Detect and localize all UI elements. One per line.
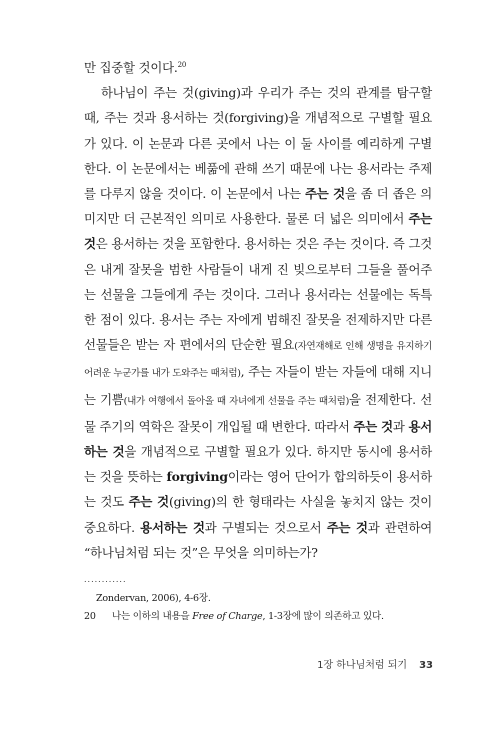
carry-over-line [84, 55, 432, 80]
footnote-20 [84, 608, 434, 626]
text-run: 과 구별되는 것으로서 [204, 519, 327, 535]
emphasis: 주는 것 [305, 186, 345, 202]
main-paragraph [84, 80, 432, 565]
footnote-text: 나는 이하의 내용을 [112, 611, 193, 622]
running-footer [317, 656, 433, 671]
text-run: 은 용서하는 것을 포함한다. 용서하는 것은 주는 것이다. 즉 그것은 내게 잘못을 범한 사람들이 내게 진 빚으로부터 그들을 풀어주는 선물을 그들에게 주는 것이다. 그러나 용서라는 선물에는 독특한 점이 있다. 용서는 주는 자에게 범해진 잘못을 전제하지만 다른 선물들은 받는 자 편에서의 단순한 필요 [84, 236, 432, 353]
footnotes [84, 590, 434, 626]
text-run: (giving)의 한 형태라는 사실을 놓치지 않는 것이 중요하다. [84, 494, 432, 535]
text-run: 과 [392, 418, 409, 434]
parenthetical-note: (내가 여행에서 돌아올 때 자녀에게 선물을 주는 때처럼) [123, 395, 349, 407]
text-run: 과 관련하여 “하나님처럼 되는 것”은 무엇을 의미하는가? [84, 519, 432, 560]
text-run: 을 전제한다. 선물 주기의 역학은 잘못이 개입될 때 변한다. 따라서 [84, 391, 433, 434]
footnote-separator: ............ [84, 575, 127, 584]
emphasis: 주는 것 [128, 494, 169, 510]
chapter-title: 1장 하나님처럼 되기 [317, 660, 408, 671]
emphasis: forgiving [166, 469, 228, 485]
footnote-number: 20 [84, 611, 96, 622]
footnote-book-title: Free of Charge [192, 611, 263, 622]
footnote-reference: 20 [177, 60, 187, 69]
emphasis: 용서하는 것 [140, 519, 205, 535]
text-run: 이라는 영어 단어가 합의하듯이 용서하는 것도 [84, 469, 432, 510]
footnote-continued: Zondervan, 2006), 4-6장. [96, 593, 211, 604]
emphasis: 주는 것 [353, 418, 393, 434]
text-run: 하나님이 주는 것(giving)과 우리가 주는 것의 관계를 탐구할 때, 주는 것과 용서하는 것(forgiving)을 개념적으로 구별할 필요가 있다. 이 논문과 다른 곳에서 나는 이 둘 사이를 예리하게 구별한다. 이 논문에서는 베풂에 관해 쓰기 때문에 나는 용서라는 주제를 다루지 않을 것이다. 이 논문에서 나는 [84, 85, 432, 202]
page-number: 33 [419, 660, 433, 671]
emphasis: 주는 것 [326, 519, 368, 535]
text-run: 을 개념적으로 구별할 필요가 있다. 하지만 동시에 용서하는 것을 뜻하는 [84, 444, 432, 485]
footnote-text: , 1-3장에 많이 의존하고 있다. [262, 611, 384, 622]
body-text [84, 55, 432, 565]
parenthetical-note: (자연재해로 인해 생명을 유지하기 어려운 누군가를 내가 도와주는 때처럼) [84, 341, 432, 380]
text-run: 을 좀 더 좁은 의미지만 더 근본적인 의미로 사용한다. 물론 더 넓은 의미에서 [84, 186, 433, 227]
text-run: , 주는 자들이 받는 자들에 대해 지니는 기쁨 [84, 364, 432, 407]
carry-over-text: 만 집중할 것이다. [84, 60, 178, 75]
emphasis: 주는 것 [84, 211, 432, 252]
emphasis: 용서하는 것 [84, 418, 432, 460]
